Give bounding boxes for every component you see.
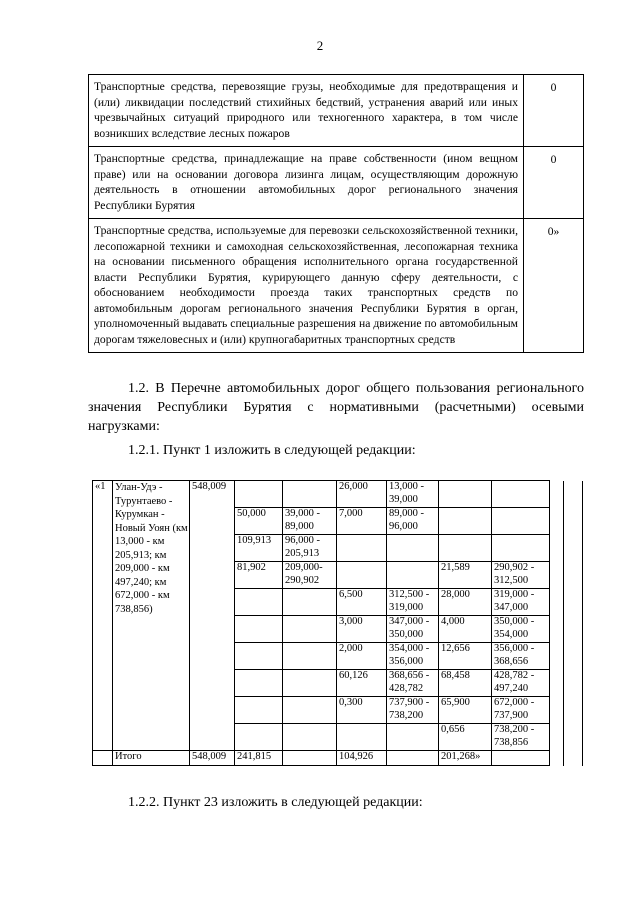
cell [387,724,439,751]
cell [492,751,550,766]
table-row [89,147,584,219]
cell: 209,000- 290,902 [283,562,337,589]
cell [439,508,492,535]
total-col5: 201,268» [439,751,492,766]
cell: 26,000 [337,481,387,508]
cell [337,535,387,562]
cell [283,643,337,670]
total-col1: 241,815 [235,751,283,766]
road-name: Улан-Удэ - Турунтаево - Курумкан - Новый Уоян (км 13,000 - км 205,913; км 209,000 - км 497,240; км 672,000 - км 738,856) [113,481,190,751]
cell [235,724,283,751]
cell: 4,000 [439,616,492,643]
cell [235,589,283,616]
cell [439,481,492,508]
cell: 89,000 - 96,000 [387,508,439,535]
paragraph-1-2-2: 1.2.2. Пункт 23 изложить в следующей редакции: [128,795,423,810]
cell [387,535,439,562]
cell [283,616,337,643]
cell [283,751,337,766]
cell: 7,000 [337,508,387,535]
cell: 2,000 [337,643,387,670]
cell: 39,000 - 89,000 [283,508,337,535]
cell: 60,126 [337,670,387,697]
page-number: 2 [316,38,324,53]
table-row [93,481,583,508]
cell [93,751,113,766]
cell: 347,000 - 350,000 [387,616,439,643]
table-row [89,219,584,353]
cell [235,616,283,643]
road-load-table [92,480,583,766]
cell [387,751,439,766]
cell [492,508,550,535]
cell [492,481,550,508]
row-description: Транспортные средства, принадлежащие на праве собственности (ином вещном праве) или на основании договора лизинга лицам, осуществляющим дорожную деятельность в отношении автомобильных дорог регионального значения Республики Бурятия [89,147,524,219]
total-row [93,751,583,766]
total-length: 548,009 [190,481,235,751]
cell [235,697,283,724]
axle-load-exceptions-table [88,74,584,353]
cell: 319,000 - 347,000 [492,589,550,616]
cell: 312,500 - 319,000 [387,589,439,616]
empty-column [564,481,583,766]
cell [283,481,337,508]
cell [235,670,283,697]
cell: 0,300 [337,697,387,724]
cell: 81,902 [235,562,283,589]
cell: 356,000 - 368,656 [492,643,550,670]
cell [283,697,337,724]
row-description: Транспортные средства, используемые для перевозки сельскохозяйственной техники, лесопожарной техники и самоходная сельскохозяйственная, лесопожарная техника на основании письменного обращения исполнительного органа государственной власти Республики Бурятия, курирующего данную сферу деятельности, с обоснованием необходимости проезда таких транспортных средств по автомобильным дорогам регионального значения Республики Бурятия в орган, уполномоченный выдавать специальные разрешения на движение по автомобильным дорогам тяжеловесных и (или) крупногабаритных транспортных средств [89,219,524,353]
cell: 68,458 [439,670,492,697]
row-value: 0» [524,219,584,353]
cell: 50,000 [235,508,283,535]
cell: 354,000 - 356,000 [387,643,439,670]
cell [283,589,337,616]
cell: 3,000 [337,616,387,643]
cell: 428,782 - 497,240 [492,670,550,697]
cell [235,643,283,670]
cell: 28,000 [439,589,492,616]
cell [337,562,387,589]
cell [439,535,492,562]
row-value: 0 [524,75,584,147]
cell: 65,900 [439,697,492,724]
cell [337,724,387,751]
cell: 738,200 - 738,856 [492,724,550,751]
cell: 109,913 [235,535,283,562]
empty-column [550,481,564,766]
total-col3: 104,926 [337,751,387,766]
cell: 350,000 - 354,000 [492,616,550,643]
row-description: Транспортные средства, перевозящие грузы, необходимые для предотвращения и (или) ликвидации последствий стихийных бедствий, устранения аварий или иных чрезвычайных ситуаций природного или техногенного характера, в том числе возникших вследствие лесных пожаров [89,75,524,147]
total-label: Итого [113,751,190,766]
cell: 672,000 - 737,900 [492,697,550,724]
cell: 21,589 [439,562,492,589]
paragraph-1-2: 1.2. В Перечне автомобильных дорог общего пользования регионального значения Республики Бурятия с нормативными (расчетными) осевыми нагрузками: [88,381,584,434]
cell: 12,656 [439,643,492,670]
cell [283,670,337,697]
cell: 96,000 - 205,913 [283,535,337,562]
cell [283,724,337,751]
cell: 368,656 - 428,782 [387,670,439,697]
cell: 0,656 [439,724,492,751]
cell: 13,000 - 39,000 [387,481,439,508]
cell [492,535,550,562]
row-value: 0 [524,147,584,219]
total-length: 548,009 [190,751,235,766]
item-number: «1 [93,481,113,751]
cell: 737,900 - 738,200 [387,697,439,724]
cell [387,562,439,589]
cell [235,481,283,508]
cell: 290,902 - 312,500 [492,562,550,589]
cell: 6,500 [337,589,387,616]
paragraph-1-2-1: 1.2.1. Пункт 1 изложить в следующей редакции: [128,443,416,458]
table-row [89,75,584,147]
